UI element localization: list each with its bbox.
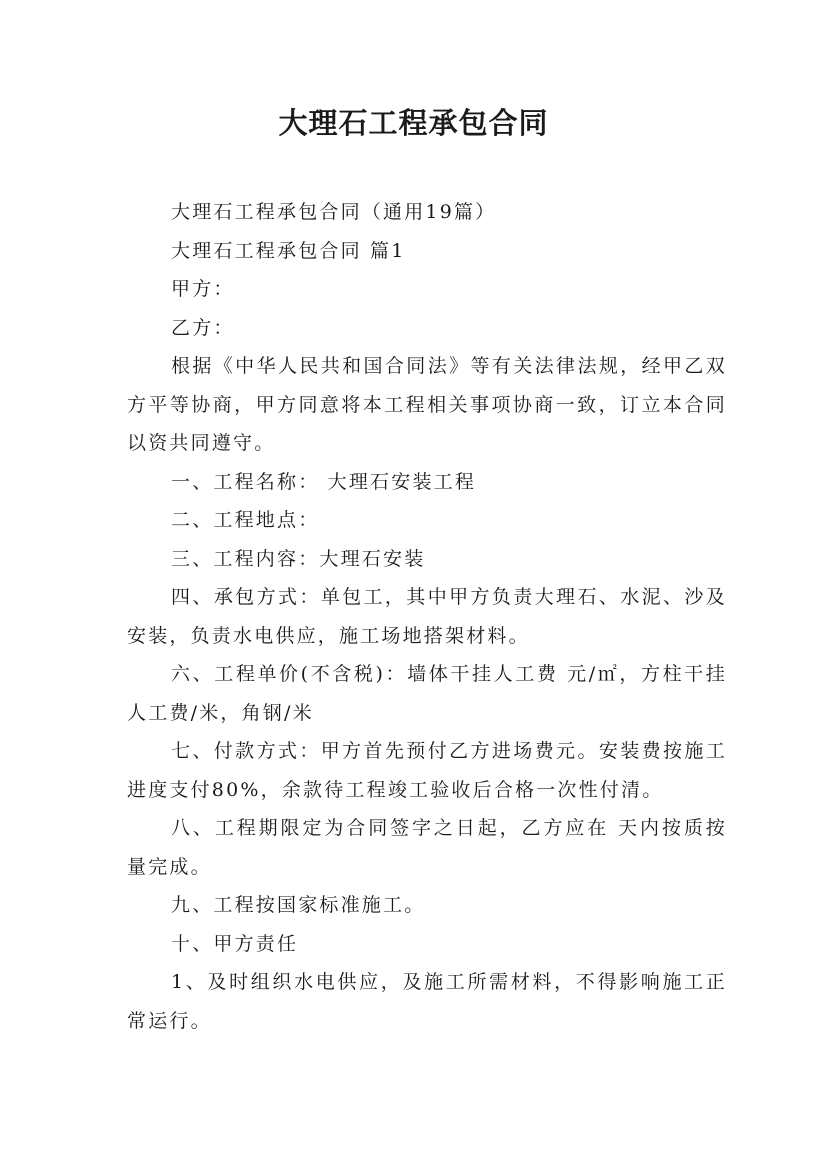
paragraph-project-name: 一、工程名称： 大理石安装工程 [171, 470, 477, 493]
paragraph-party-b: 乙方： [171, 316, 235, 339]
paragraph-standard: 九、工程按国家标准施工。 [171, 894, 426, 916]
paragraph-preamble: 根据《中华人民共和国合同法》等有关法律法规，经甲乙双方平等协商，甲方同意将本工程相关事项协商一致，订立本合同以资共同遵守。 [127, 355, 727, 454]
paragraph-duration: 八、工程期限定为合同签字之日起，乙方应在 天内按质按量完成。 [127, 817, 727, 878]
paragraph-duty-item-1: 1、及时组织水电供应，及施工所需材料，不得影响施工正常运行。 [127, 971, 727, 1032]
paragraph-project-content: 三、工程内容：大理石安装 [171, 547, 426, 570]
paragraph-contract-method: 四、承包方式：单包工，其中甲方负责大理石、水泥、沙及安装，负责水电供应，施工场地搭架材料。 [127, 586, 727, 647]
paragraph-unit-price: 六、工程单价(不含税)：墙体干挂人工费 元/㎡，方柱干挂人工费/米，角钢/米 [127, 663, 727, 724]
paragraph-section-heading: 大理石工程承包合同 篇1 [171, 239, 406, 262]
document-title: 大理石工程承包合同 [278, 106, 549, 140]
paragraph-subtitle: 大理石工程承包合同（通用19篇） [171, 201, 497, 223]
paragraph-payment: 七、付款方式：甲方首先预付乙方进场费元。安装费按施工进度支付80%，余款待工程竣工验收后合格一次性付清。 [127, 740, 727, 801]
paragraph-project-location: 二、工程地点： [171, 509, 320, 531]
paragraph-party-a-duty: 十、甲方责任 [171, 932, 299, 955]
document-body [127, 193, 727, 1040]
paragraph-party-a: 甲方： [171, 278, 235, 300]
